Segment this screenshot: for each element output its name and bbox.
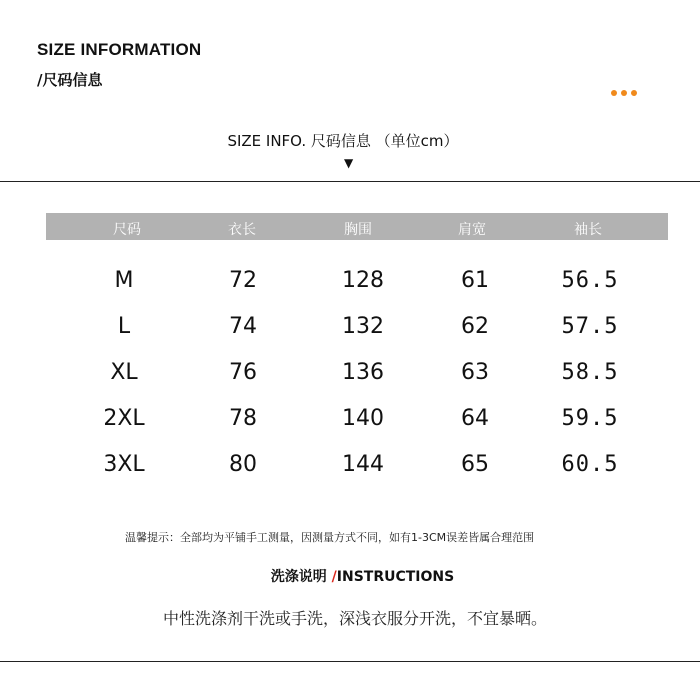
cell-length: 80	[229, 452, 257, 477]
table-row	[46, 314, 668, 354]
dot-icon	[631, 90, 637, 96]
size-information-title: SIZE INFORMATION	[37, 40, 202, 59]
column-header-sleeve: 袖长	[574, 222, 602, 238]
cell-chest: 128	[342, 268, 384, 293]
cell-shoulder: 63	[461, 360, 489, 385]
cell-shoulder: 64	[461, 406, 489, 431]
size-info-label: SIZE INFO. 尺码信息 （单位cm）	[227, 132, 459, 150]
bottom-divider	[0, 661, 700, 662]
cell-sleeve: 58.5	[561, 360, 619, 385]
cell-size: XL	[110, 360, 138, 385]
cell-length: 74	[229, 314, 257, 339]
instructions-label-cn: 洗涤说明	[270, 569, 327, 585]
cell-length: 72	[229, 268, 257, 293]
instructions-title	[0, 566, 700, 586]
column-header-length: 衣长	[228, 222, 256, 238]
instructions-label-en: INSTRUCTIONS	[336, 569, 455, 585]
wash-instructions-text: 中性洗涤剂干洗或手洗，深浅衣服分开洗，不宜暴晒。	[162, 609, 547, 628]
cell-chest: 132	[342, 314, 384, 339]
more-dots-icon	[611, 90, 637, 96]
cell-chest: 144	[342, 452, 384, 477]
dot-icon	[611, 90, 617, 96]
cell-sleeve: 59.5	[561, 406, 619, 431]
top-divider	[0, 181, 700, 182]
size-table-header	[46, 213, 668, 240]
measurement-note: 温馨提示：全部均为平铺手工测量，因测量方式不同，如有1-3CM误差皆属合理范围	[125, 531, 535, 544]
cell-chest: 140	[342, 406, 384, 431]
dot-icon	[621, 90, 627, 96]
cell-shoulder: 65	[461, 452, 489, 477]
column-header-shoulder: 肩宽	[458, 222, 486, 238]
table-row	[46, 268, 668, 308]
column-header-chest: 胸围	[344, 222, 372, 238]
cell-sleeve: 57.5	[561, 314, 619, 339]
cell-size: 2XL	[103, 406, 145, 431]
size-information-subtitle: /尺码信息	[37, 71, 103, 89]
table-row	[46, 360, 668, 400]
cell-shoulder: 62	[461, 314, 489, 339]
cell-shoulder: 61	[461, 268, 489, 293]
table-row	[46, 452, 668, 492]
column-header-size: 尺码	[113, 222, 141, 238]
cell-size: L	[117, 314, 131, 339]
cell-length: 76	[229, 360, 257, 385]
table-row	[46, 406, 668, 446]
cell-chest: 136	[342, 360, 384, 385]
down-arrow-icon: ▼	[344, 156, 354, 170]
instructions-slash: /	[326, 569, 337, 585]
cell-sleeve: 60.5	[561, 452, 619, 477]
cell-sleeve: 56.5	[561, 268, 619, 293]
cell-size: M	[114, 268, 134, 293]
cell-size: 3XL	[103, 452, 145, 477]
cell-length: 78	[229, 406, 257, 431]
